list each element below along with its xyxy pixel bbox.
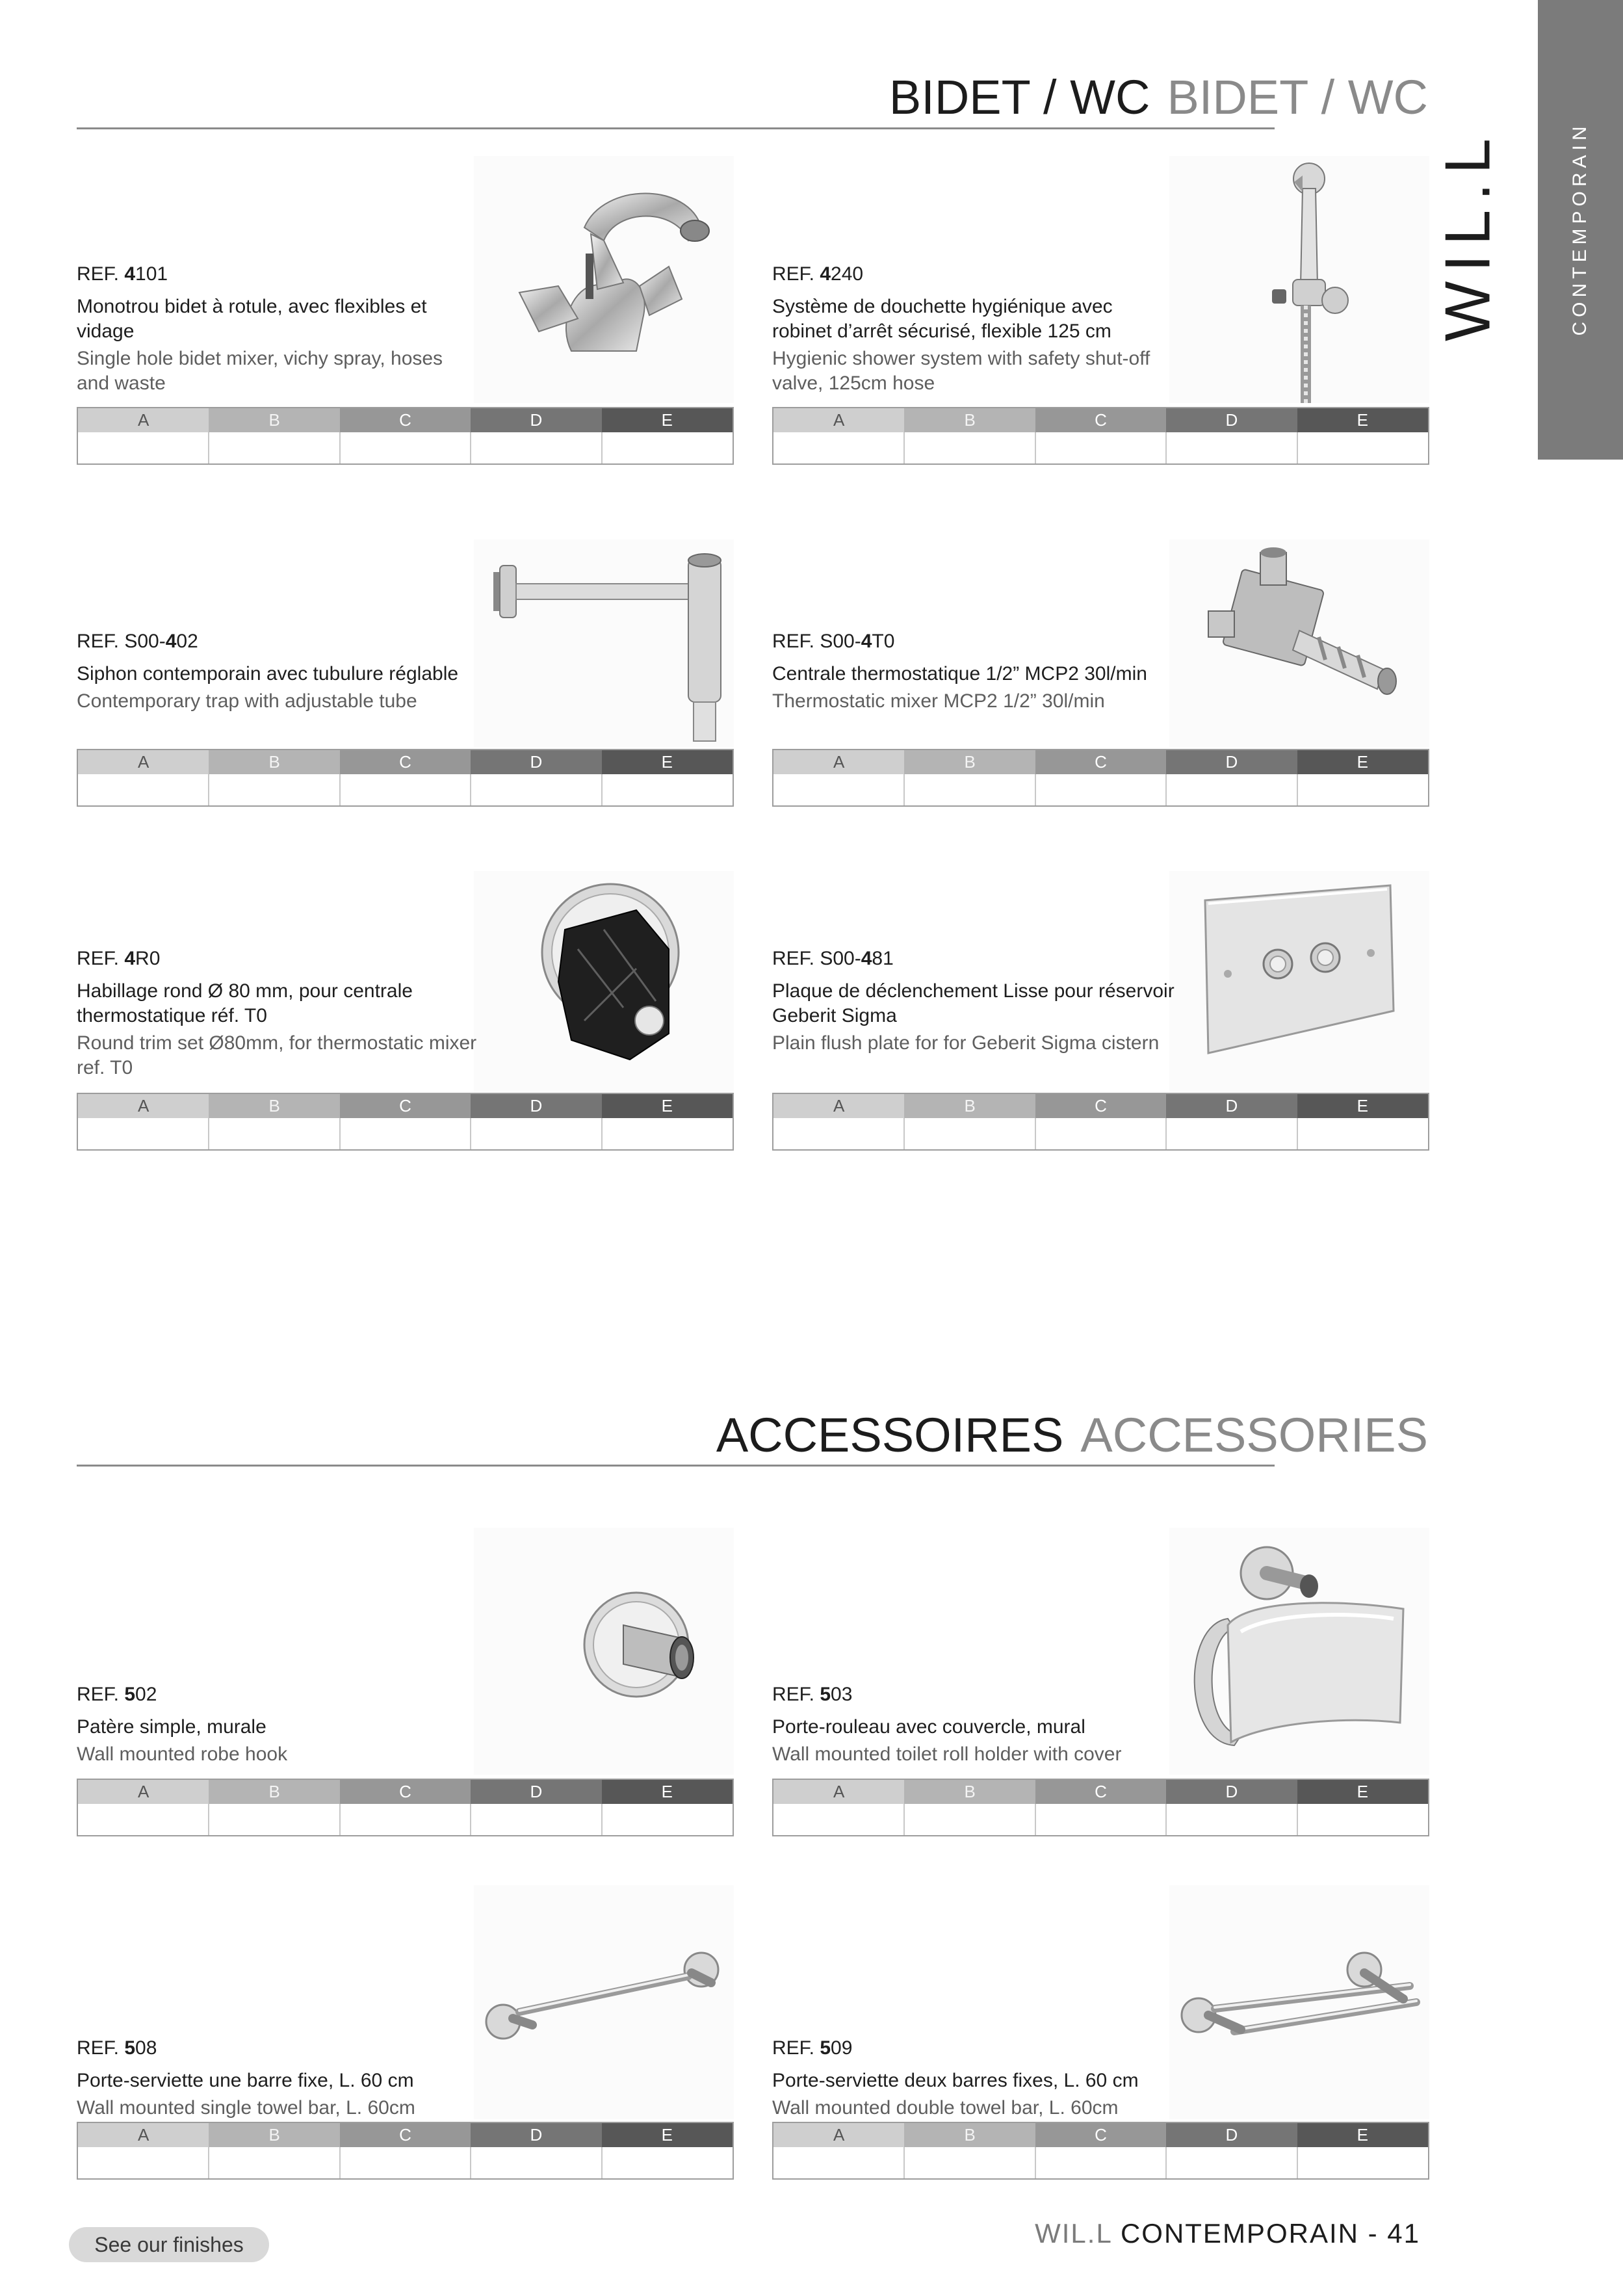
finish-grid <box>77 1093 734 1151</box>
finish-header-c: C <box>340 750 471 774</box>
finish-header-e: E <box>602 1780 733 1804</box>
finish-cell <box>1035 432 1166 463</box>
product-desc-en: Single hole bidet mixer, vichy spray, hoses and waste <box>77 348 443 394</box>
finish-cell <box>601 432 733 463</box>
product-text <box>77 1684 480 1767</box>
finish-cell <box>601 1804 733 1835</box>
finish-header-a: A <box>78 1780 209 1804</box>
finish-grid <box>77 2122 734 2180</box>
finish-header-b: B <box>209 2123 339 2147</box>
finish-cell <box>78 2147 208 2178</box>
product-text <box>772 2037 1175 2120</box>
finish-header-c: C <box>340 1094 471 1118</box>
finish-cell <box>601 2147 733 2178</box>
product-text <box>77 263 480 396</box>
section-divider <box>77 1465 1275 1467</box>
product-desc-fr: Habillage rond Ø 80 mm, pour centrale thermostatique réf. T0 <box>77 980 413 1026</box>
product-desc-fr: Porte-rouleau avec couvercle, mural <box>772 1716 1085 1738</box>
finish-cell <box>1165 1118 1297 1149</box>
bidet-mixer-icon <box>474 156 734 403</box>
finish-header-b: B <box>209 1780 339 1804</box>
hygienic-shower-icon <box>1169 156 1429 403</box>
product-ref: REF. 4101 <box>77 263 168 285</box>
finish-cell <box>903 432 1035 463</box>
finish-cell <box>773 432 903 463</box>
finish-cell <box>78 432 208 463</box>
finish-cell <box>1035 1804 1166 1835</box>
product-text <box>772 948 1175 1056</box>
product-text <box>77 631 480 714</box>
finish-header-e: E <box>1297 750 1428 774</box>
product-desc-fr: Porte-serviette deux barres fixes, L. 60 cm <box>772 2070 1139 2091</box>
product-card <box>772 1885 1429 2184</box>
product-text <box>772 631 1175 714</box>
finish-cell <box>470 774 601 805</box>
finish-cell <box>903 1118 1035 1149</box>
product-desc-en: Hygienic shower system with safety shut-off valve, 125cm hose <box>772 348 1150 394</box>
product-desc-en: Wall mounted double towel bar, L. 60cm <box>772 2097 1119 2119</box>
product-desc-fr: Système de douchette hygiénique avec robinet d’arrêt sécurisé, flexible 125 cm <box>772 296 1113 342</box>
finish-cell <box>78 1118 208 1149</box>
section-title-bidet <box>889 70 1428 124</box>
product-ref: REF. 503 <box>772 1684 853 1705</box>
finish-cell <box>470 2147 601 2178</box>
finish-cell <box>601 774 733 805</box>
finish-cell <box>339 1804 471 1835</box>
finish-cell <box>601 1118 733 1149</box>
finish-cell <box>208 2147 339 2178</box>
product-ref: REF. S00-4T0 <box>772 631 895 652</box>
product-card <box>77 1885 734 2184</box>
product-desc-fr: Patère simple, murale <box>77 1716 266 1738</box>
finish-header-c: C <box>1035 1094 1166 1118</box>
finish-cell <box>208 432 339 463</box>
section-title-fr: BIDET / WC <box>889 70 1150 124</box>
finish-cell <box>773 1804 903 1835</box>
product-text <box>772 263 1175 396</box>
finish-header-e: E <box>602 408 733 432</box>
finish-header-b: B <box>209 750 339 774</box>
finish-cell <box>339 1118 471 1149</box>
product-card <box>77 871 734 1157</box>
product-desc-en: Wall mounted single towel bar, L. 60cm <box>77 2097 415 2119</box>
toilet-roll-holder-icon <box>1169 1528 1429 1775</box>
finish-header-b: B <box>904 1094 1035 1118</box>
finish-cell <box>208 1804 339 1835</box>
section-title-en: ACCESSORIES <box>1080 1408 1428 1462</box>
finish-cell <box>1035 774 1166 805</box>
finish-header-d: D <box>471 750 601 774</box>
product-desc-fr: Monotrou bidet à rotule, avec flexibles et vidage <box>77 296 427 342</box>
finish-header-a: A <box>773 1780 904 1804</box>
finish-cell <box>78 1804 208 1835</box>
finish-cell <box>773 2147 903 2178</box>
round-trim-icon <box>474 871 734 1092</box>
finish-header-a: A <box>773 1094 904 1118</box>
finish-header-b: B <box>904 1780 1035 1804</box>
product-ref: REF. 509 <box>772 2037 853 2059</box>
product-text <box>772 1684 1175 1767</box>
finish-cell <box>339 432 471 463</box>
product-text <box>77 948 480 1080</box>
finish-header-d: D <box>471 1094 601 1118</box>
finish-cell <box>339 2147 471 2178</box>
finish-cell <box>1297 1804 1428 1835</box>
product-desc-en: Round trim set Ø80mm, for thermostatic mixer ref. T0 <box>77 1032 477 1078</box>
side-tab-label: CONTEMPORAIN <box>1569 122 1591 336</box>
finish-cell <box>470 1804 601 1835</box>
finish-header-d: D <box>1166 1780 1297 1804</box>
finish-grid <box>77 749 734 807</box>
product-desc-en: Thermostatic mixer MCP2 1/2” 30l/min <box>772 690 1105 712</box>
footer-brand: WIL.L <box>1035 2218 1112 2249</box>
finish-cell <box>1297 432 1428 463</box>
finish-header-c: C <box>1035 1780 1166 1804</box>
product-desc-fr: Siphon contemporain avec tubulure réglable <box>77 663 459 685</box>
product-desc-fr: Centrale thermostatique 1/2” MCP2 30l/min <box>772 663 1147 685</box>
finish-header-d: D <box>471 408 601 432</box>
product-ref: REF. 502 <box>77 1684 157 1705</box>
footer-collection-page: CONTEMPORAIN - 41 <box>1120 2218 1420 2249</box>
brand-logo-vertical: WIL.L <box>1431 129 1503 341</box>
finish-header-b: B <box>904 408 1035 432</box>
finish-header-c: C <box>340 2123 471 2147</box>
product-desc-en: Wall mounted toilet roll holder with cover <box>772 1743 1122 1765</box>
siphon-trap-icon <box>474 540 734 748</box>
finish-header-e: E <box>602 750 733 774</box>
finish-header-c: C <box>1035 750 1166 774</box>
finish-header-a: A <box>78 750 209 774</box>
finish-cell <box>1297 2147 1428 2178</box>
product-ref: REF. 4240 <box>772 263 864 285</box>
finish-cell <box>1165 432 1297 463</box>
finish-cell <box>773 774 903 805</box>
finish-header-e: E <box>1297 408 1428 432</box>
product-card <box>772 540 1429 813</box>
product-text <box>77 2037 480 2120</box>
product-card <box>772 140 1429 465</box>
finish-header-d: D <box>1166 408 1297 432</box>
robe-hook-icon <box>474 1528 734 1775</box>
page-footer <box>1035 2218 1420 2249</box>
finish-cell <box>773 1118 903 1149</box>
finish-grid <box>772 407 1429 465</box>
product-ref: REF. S00-481 <box>772 948 894 969</box>
finish-header-c: C <box>340 1780 471 1804</box>
finish-cell <box>1165 1804 1297 1835</box>
finish-cell <box>208 1118 339 1149</box>
product-desc-en: Contemporary trap with adjustable tube <box>77 690 417 712</box>
thermostatic-mixer-icon <box>1169 540 1429 748</box>
finish-header-d: D <box>1166 2123 1297 2147</box>
finish-cell <box>903 1804 1035 1835</box>
finish-cell <box>903 2147 1035 2178</box>
finish-header-a: A <box>773 408 904 432</box>
product-card <box>77 540 734 813</box>
finish-header-e: E <box>1297 1780 1428 1804</box>
product-card <box>77 1528 734 1840</box>
finish-grid <box>772 1093 1429 1151</box>
finish-header-c: C <box>340 408 471 432</box>
product-card <box>772 871 1429 1157</box>
single-towel-bar-icon <box>474 1885 734 2119</box>
double-towel-bar-icon <box>1169 1885 1429 2119</box>
finish-header-e: E <box>602 2123 733 2147</box>
finish-header-b: B <box>904 750 1035 774</box>
product-desc-en: Plain flush plate for for Geberit Sigma cistern <box>772 1032 1160 1054</box>
finish-header-e: E <box>1297 1094 1428 1118</box>
finish-cell <box>78 774 208 805</box>
finish-header-b: B <box>209 408 339 432</box>
finish-header-b: B <box>209 1094 339 1118</box>
finish-header-a: A <box>773 2123 904 2147</box>
finish-grid <box>772 2122 1429 2180</box>
finish-cell <box>1035 1118 1166 1149</box>
finish-cell <box>470 432 601 463</box>
product-ref: REF. 508 <box>77 2037 157 2059</box>
section-title-fr: ACCESSOIRES <box>716 1408 1064 1462</box>
product-card <box>77 140 734 465</box>
finish-grid <box>772 1779 1429 1836</box>
flush-plate-icon <box>1169 871 1429 1092</box>
product-ref: REF. S00-402 <box>77 631 198 652</box>
finish-header-e: E <box>602 1094 733 1118</box>
finish-cell <box>470 1118 601 1149</box>
section-title-en: BIDET / WC <box>1167 70 1428 124</box>
finish-cell <box>1297 1118 1428 1149</box>
finish-header-e: E <box>1297 2123 1428 2147</box>
see-finishes-button[interactable]: See our finishes <box>69 2227 269 2262</box>
finish-grid <box>772 749 1429 807</box>
finish-header-d: D <box>471 2123 601 2147</box>
finish-header-a: A <box>773 750 904 774</box>
product-desc-fr: Plaque de déclenchement Lisse pour réservoir Geberit Sigma <box>772 980 1175 1026</box>
finish-header-d: D <box>471 1780 601 1804</box>
finish-header-c: C <box>1035 2123 1166 2147</box>
finish-cell <box>208 774 339 805</box>
finish-cell <box>1165 774 1297 805</box>
finish-grid <box>77 1779 734 1836</box>
finish-header-d: D <box>1166 750 1297 774</box>
finish-header-d: D <box>1166 1094 1297 1118</box>
finish-header-a: A <box>78 408 209 432</box>
finish-header-a: A <box>78 1094 209 1118</box>
finish-cell <box>339 774 471 805</box>
finish-cell <box>1165 2147 1297 2178</box>
finish-cell <box>1297 774 1428 805</box>
product-desc-fr: Porte-serviette une barre fixe, L. 60 cm <box>77 2070 414 2091</box>
finish-header-a: A <box>78 2123 209 2147</box>
finish-header-b: B <box>904 2123 1035 2147</box>
product-card <box>772 1528 1429 1840</box>
finish-cell <box>903 774 1035 805</box>
finish-header-c: C <box>1035 408 1166 432</box>
finish-grid <box>77 407 734 465</box>
section-title-accessories <box>716 1408 1428 1462</box>
finish-cell <box>1035 2147 1166 2178</box>
product-desc-en: Wall mounted robe hook <box>77 1743 288 1765</box>
section-divider <box>77 127 1275 129</box>
product-ref: REF. 4R0 <box>77 948 161 969</box>
